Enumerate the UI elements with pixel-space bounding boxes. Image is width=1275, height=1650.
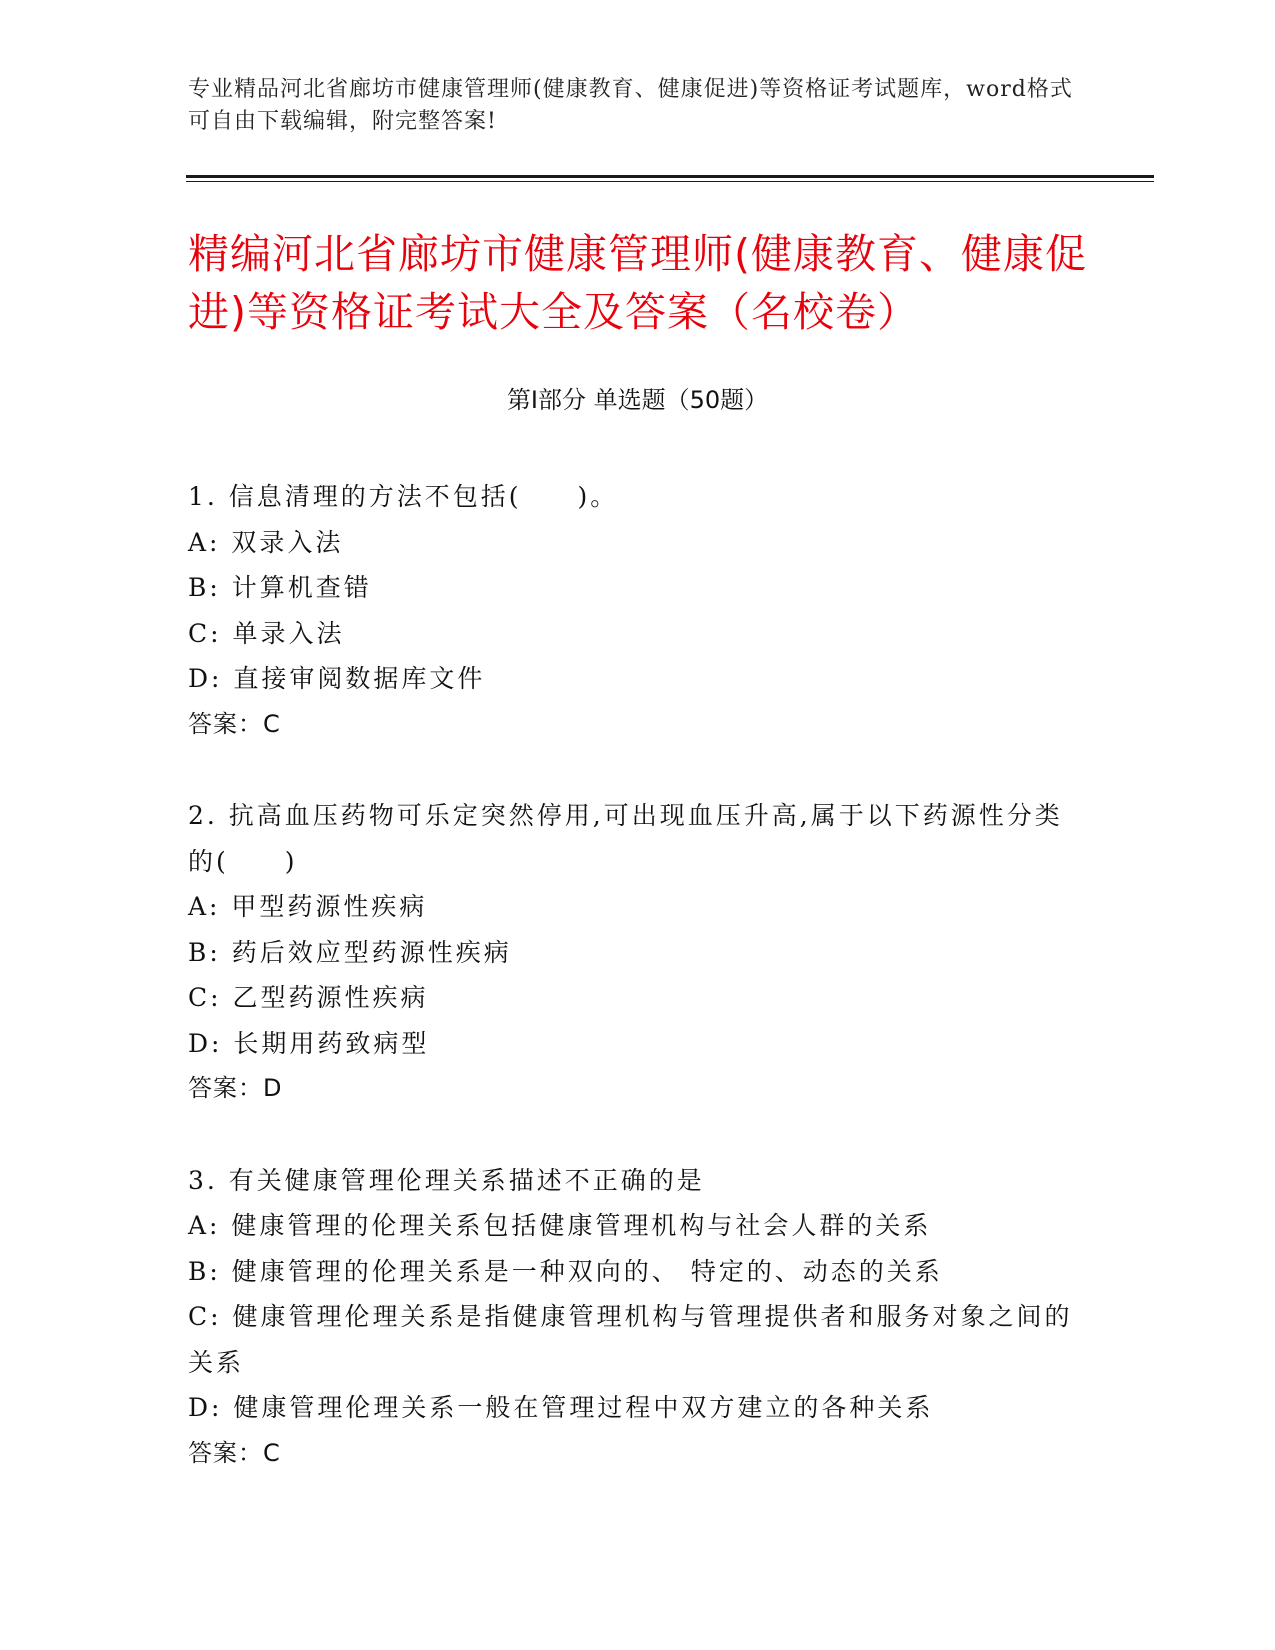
question-stem: 1. 信息清理的方法不包括( )。 [188,482,619,511]
header-divider-thick [186,175,1154,178]
option-a: A: 健康管理的伦理关系包括健康管理机构与社会人群的关系 [188,1211,932,1240]
section-title: 第Ⅰ部分 单选题（50题） [506,386,769,414]
answer-label: 答案：C [188,709,281,738]
question-2 [188,793,1088,1112]
header-note: 专业精品河北省廊坊市健康管理师(健康教育、健康促进)等资格证考试题库，word格式可自由下载编辑，附完整答案! [188,77,1073,134]
option-c: C: 健康管理伦理关系是指健康管理机构与管理提供者和服务对象之间的关系 [188,1302,1073,1377]
answer-label: 答案：D [188,1074,283,1102]
option-a: A: 甲型药源性疾病 [188,892,428,921]
option-b: B: 健康管理的伦理关系是一种双向的、 特定的、动态的关系 [188,1256,943,1286]
document-title: 精编河北省廊坊市健康管理师(健康教育、健康促进)等资格证考试大全及答案（名校卷） [188,230,1087,336]
question-stem: 2. 抗高血压药物可乐定突然停用,可出现血压升高,属于以下药源性分类的( ) [188,801,1063,876]
header-divider-thin [186,181,1154,182]
question-list [188,474,1088,1522]
option-d: D: 健康管理伦理关系一般在管理过程中双方建立的各种关系 [188,1393,934,1422]
option-d: D: 长期用药致病型 [188,1028,430,1058]
option-c: C: 乙型药源性疾病 [188,983,429,1012]
option-d: D: 直接审阅数据库文件 [188,664,486,693]
answer-label: 答案：C [188,1438,281,1467]
option-b: B: 计算机查错 [188,573,372,602]
option-a: A: 双录入法 [188,527,344,557]
question-1 [188,474,1088,747]
question-3 [188,1158,1088,1477]
option-b: B: 药后效应型药源性疾病 [188,937,512,967]
option-c: C: 单录入法 [188,618,345,648]
question-stem: 3. 有关健康管理伦理关系描述不正确的是 [188,1165,705,1195]
